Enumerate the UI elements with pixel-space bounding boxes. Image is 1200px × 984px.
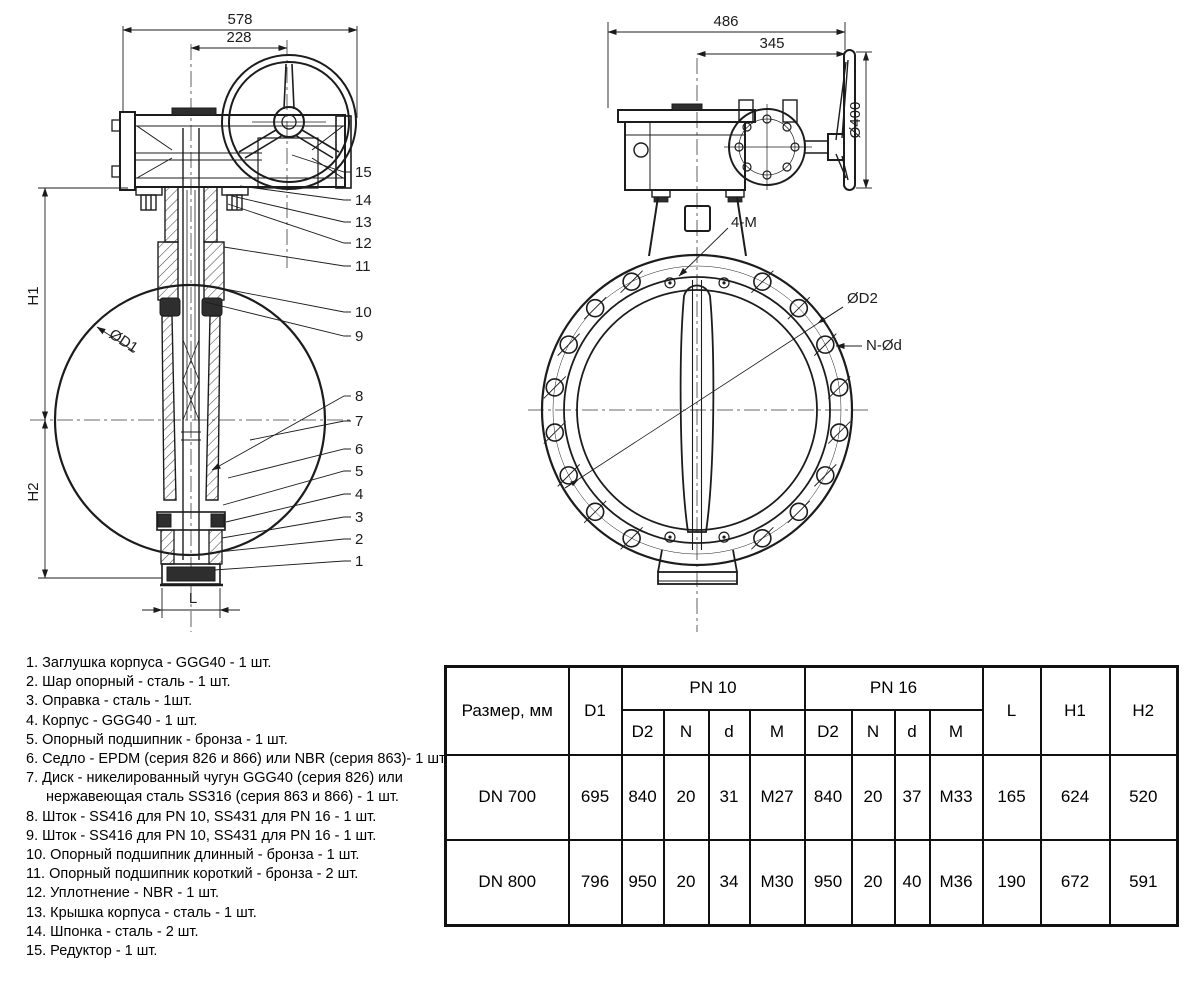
cell: 950 — [805, 840, 852, 926]
callout-5: 5 — [355, 463, 364, 480]
table-row-dn800 — [446, 840, 1178, 926]
callout-4: 4 — [355, 486, 364, 503]
part-item-4: 4. Корпус - GGG40 - 1 шт. — [26, 712, 198, 729]
col-header-size: Размер, мм — [446, 667, 569, 755]
sub-header-pn16-m: M — [930, 710, 983, 755]
callout-leaders — [205, 155, 351, 570]
gearbox-flange — [724, 104, 812, 190]
part-item-9: 9. Шток - SS416 для PN 10, SS431 для PN 16 - 1 шт. — [26, 827, 377, 844]
callout-12: 12 — [355, 235, 372, 252]
callout-7: 7 — [355, 413, 364, 430]
cell: 190 — [983, 840, 1041, 926]
cell: M27 — [750, 755, 805, 840]
centerlines-right — [528, 58, 870, 632]
cell: 624 — [1041, 755, 1110, 840]
cell: 20 — [664, 840, 709, 926]
cell: 796 — [569, 840, 622, 926]
part-item-1: 1. Заглушка корпуса - GGG40 - 1 шт. — [26, 655, 272, 671]
spokes — [239, 64, 339, 158]
sub-header-pn10-n: N — [664, 710, 709, 755]
dim-578-label: 578 — [227, 11, 253, 28]
dimension-table — [444, 665, 1179, 927]
part-item-15: 15. Редуктор - 1 шт. — [26, 943, 158, 960]
cell: DN 800 — [446, 840, 569, 926]
cell: 20 — [664, 755, 709, 840]
bottom-foot — [658, 550, 737, 584]
sub-header-pn16-n: N — [852, 710, 895, 755]
cell: 672 — [1041, 840, 1110, 926]
callout-3: 3 — [355, 509, 364, 526]
cell: 34 — [709, 840, 750, 926]
part-item-10: 10. Опорный подшипник длинный - бронза - 1 шт. — [26, 847, 360, 864]
bolt-m-label: 4-M — [731, 214, 757, 231]
part-item-7: 7. Диск - никелированный чугун GGG40 (серия 826) или нержавеющая сталь SS316 (серия 863 и 866) - 1 шт. — [26, 770, 403, 806]
callout-15: 15 — [355, 164, 372, 181]
cell: M33 — [930, 755, 983, 840]
part-item-14: 14. Шпонка - сталь - 2 шт. — [26, 923, 199, 940]
col-header-d1: D1 — [569, 667, 622, 755]
sub-header-pn16-d: d — [895, 710, 930, 755]
col-header-h2: H2 — [1110, 667, 1178, 755]
part-item-3: 3. Оправка - сталь - 1шт. — [26, 693, 193, 710]
callout-1: 1 — [355, 553, 364, 570]
sub-header-pn10-m: M — [750, 710, 805, 755]
parts-list — [26, 654, 458, 961]
cell: M30 — [750, 840, 805, 926]
cell: 20 — [852, 755, 895, 840]
part-item-6: 6. Седло - EPDM (серия 826 и 866) или NBR (серия 863)- 1 шт. — [26, 751, 449, 768]
callout-13: 13 — [355, 214, 372, 231]
l-label: L — [188, 590, 198, 607]
dim-400-label: Ø400 — [847, 101, 864, 139]
h2-label: H2 — [25, 482, 42, 502]
part-item-8: 8. Шток - SS416 для PN 10, SS431 для PN 16 - 1 шт. — [26, 808, 377, 825]
right-view-front — [528, 13, 902, 632]
cell: 591 — [1110, 840, 1178, 926]
cell: 165 — [983, 755, 1041, 840]
callout-9: 9 — [355, 328, 364, 345]
sub-header-pn16-d2: D2 — [805, 710, 852, 755]
cell: 950 — [622, 840, 664, 926]
callout-6: 6 — [355, 441, 364, 458]
part-item-11: 11. Опорный подшипник короткий - бронза - 2 шт. — [26, 866, 359, 883]
part-item-2: 2. Шар опорный - сталь - 1 шт. — [26, 674, 231, 691]
dim-228-label: 228 — [226, 29, 252, 46]
cell: M36 — [930, 840, 983, 926]
group-header-pn10: PN 10 — [622, 667, 805, 710]
col-header-l: L — [983, 667, 1041, 755]
gland-bolts — [136, 187, 248, 210]
callout-10: 10 — [355, 304, 372, 321]
cell: 520 — [1110, 755, 1178, 840]
dim-486 — [608, 22, 845, 108]
cell: 840 — [805, 755, 852, 840]
dim-345-label: 345 — [759, 35, 785, 52]
cell: 20 — [852, 840, 895, 926]
cell: 840 — [622, 755, 664, 840]
part-item-12: 12. Уплотнение - NBR - 1 шт. — [26, 885, 220, 902]
holes-leader — [836, 337, 902, 354]
part-item-13: 13. Крышка корпуса - сталь - 1 шт. — [26, 904, 257, 921]
callout-2: 2 — [355, 531, 364, 548]
d1-label: ØD1 — [105, 325, 142, 357]
dim-486-label: 486 — [713, 13, 739, 30]
cell: 31 — [709, 755, 750, 840]
cell: 37 — [895, 755, 930, 840]
part-item-5: 5. Опорный подшипник - бронза - 1 шт. — [26, 731, 288, 748]
table-row-dn700 — [446, 755, 1178, 840]
gearbox-left — [112, 108, 351, 190]
callout-numbers — [355, 164, 372, 570]
d2-label: ØD2 — [847, 290, 878, 307]
left-view-section — [25, 11, 357, 632]
callout-8: 8 — [355, 388, 364, 405]
cell: DN 700 — [446, 755, 569, 840]
bottom-plug — [157, 512, 225, 585]
cell: 40 — [895, 840, 930, 926]
holes-label: N-Ød — [866, 337, 902, 354]
group-header-pn16: PN 16 — [805, 667, 983, 710]
sub-header-pn10-d2: D2 — [622, 710, 664, 755]
col-header-h1: H1 — [1041, 667, 1110, 755]
h1-label: H1 — [25, 286, 42, 306]
callout-11: 11 — [355, 258, 371, 275]
sub-header-pn10-d: d — [709, 710, 750, 755]
cell: 695 — [569, 755, 622, 840]
callout-14: 14 — [355, 192, 372, 209]
d1-leader — [97, 326, 141, 357]
